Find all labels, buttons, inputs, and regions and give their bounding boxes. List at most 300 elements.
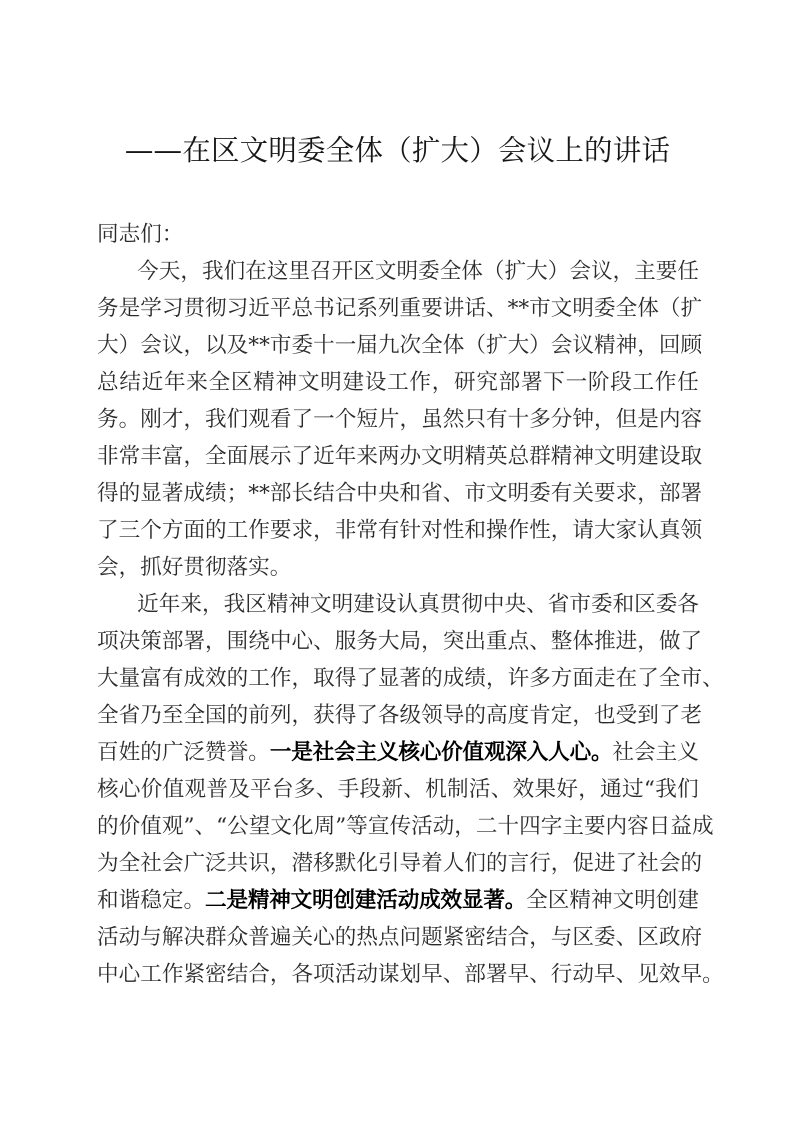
- glyph: 大: [97, 666, 119, 691]
- glyph: 入: [526, 740, 549, 765]
- glyph: 结: [485, 925, 508, 950]
- glyph: 大: [377, 629, 400, 654]
- glyph: 有: [485, 407, 508, 432]
- glyph: ，: [431, 370, 454, 395]
- glyph: 内: [658, 407, 681, 432]
- glyph: 三: [118, 518, 141, 543]
- glyph: 到: [637, 703, 659, 728]
- glyph: 要: [655, 259, 678, 284]
- glyph: 绩: [464, 666, 486, 691]
- glyph: 观: [248, 407, 270, 432]
- line-text: 同志们：: [97, 222, 184, 247]
- glyph: ，: [550, 518, 573, 543]
- glyph: 中: [269, 629, 292, 654]
- glyph: 非: [334, 518, 357, 543]
- glyph: 成: [442, 666, 465, 691]
- glyph: 群: [205, 925, 227, 950]
- glyph: ，: [421, 629, 443, 654]
- glyph: 话: [464, 296, 486, 321]
- glyph: 价: [118, 814, 141, 839]
- glyph: ，: [612, 259, 635, 284]
- glyph: 大: [507, 333, 530, 358]
- glyph: 一: [565, 370, 588, 395]
- glyph: 社: [140, 851, 162, 876]
- glyph: 明: [572, 296, 594, 321]
- glyph: ，: [183, 407, 206, 432]
- glyph: 核: [398, 740, 420, 765]
- glyph: 委: [594, 925, 616, 950]
- glyph: 谋: [377, 962, 400, 987]
- glyph: 划: [399, 962, 422, 987]
- glyph: 常: [356, 518, 378, 543]
- glyph: 求: [291, 518, 314, 543]
- glyph: 建: [342, 370, 365, 395]
- glyph: 针: [399, 518, 422, 543]
- glyph: 主: [655, 740, 678, 765]
- glyph: 们: [223, 259, 246, 284]
- glyph: 老: [680, 703, 703, 728]
- glyph: 真: [418, 592, 440, 617]
- glyph: 成: [183, 666, 206, 691]
- glyph: 文: [270, 814, 292, 839]
- glyph: 列: [269, 703, 292, 728]
- glyph: 默: [334, 851, 357, 876]
- glyph: 泛: [205, 851, 227, 876]
- glyph: 有: [550, 481, 573, 506]
- glyph: 定: [550, 703, 573, 728]
- glyph: 突: [442, 629, 465, 654]
- glyph: 示: [269, 444, 292, 469]
- glyph: 誉: [226, 740, 249, 765]
- glyph: 神: [590, 888, 613, 913]
- glyph: ，: [572, 703, 595, 728]
- glyph: 任: [677, 259, 699, 284]
- glyph: 稳: [140, 888, 162, 913]
- glyph: 九: [377, 333, 400, 358]
- glyph: 的: [680, 851, 703, 876]
- glyph: 各: [677, 592, 699, 617]
- page-title: ——在区文明委全体（扩大）会议上的讲话: [124, 134, 671, 167]
- glyph: 显: [140, 481, 162, 506]
- glyph: 深: [505, 740, 527, 765]
- glyph: 文: [550, 296, 573, 321]
- glyph: ，: [313, 518, 335, 543]
- glyph: 长: [291, 481, 314, 506]
- glyph: 段: [359, 777, 382, 802]
- glyph: 义: [376, 740, 399, 765]
- glyph: 多: [529, 666, 551, 691]
- glyph: 作: [248, 518, 270, 543]
- glyph: 署: [485, 962, 508, 987]
- glyph: 省: [118, 703, 141, 728]
- glyph: 书: [313, 296, 335, 321]
- glyph: 新: [381, 777, 403, 802]
- glyph: 市: [569, 592, 591, 617]
- glyph: 部: [498, 370, 521, 395]
- glyph: 结: [226, 962, 249, 987]
- glyph: 了: [637, 666, 659, 691]
- glyph: ，: [578, 777, 600, 802]
- glyph: 成: [183, 481, 206, 506]
- glyph: 作: [654, 370, 677, 395]
- glyph: 定: [161, 888, 184, 913]
- glyph: 届: [356, 333, 378, 358]
- glyph: 建: [637, 444, 659, 469]
- glyph: “: [643, 777, 655, 802]
- glyph: 合: [248, 962, 270, 987]
- glyph: 文: [594, 444, 616, 469]
- glyph: 、: [315, 777, 338, 802]
- paragraph-indent: [97, 253, 137, 290]
- glyph: 心: [291, 629, 314, 654]
- glyph: 决: [183, 925, 206, 950]
- text-line: [97, 475, 703, 512]
- text-line: [97, 623, 703, 660]
- glyph: 潜: [291, 851, 314, 876]
- glyph: 局: [399, 629, 422, 654]
- glyph: 议: [572, 333, 594, 358]
- glyph: 动: [432, 814, 455, 839]
- glyph: 会: [334, 740, 356, 765]
- glyph: ，: [529, 925, 551, 950]
- glyph: 十: [497, 814, 520, 839]
- glyph: 天: [158, 259, 181, 284]
- glyph: 围: [226, 629, 249, 654]
- glyph: 明: [312, 888, 334, 913]
- glyph: 委: [418, 259, 440, 284]
- glyph: ”: [183, 814, 195, 839]
- glyph: 中: [97, 962, 119, 987]
- glyph: 关: [572, 481, 594, 506]
- glyph: 年: [334, 444, 357, 469]
- glyph: 的: [140, 740, 162, 765]
- glyph: 为: [97, 851, 119, 876]
- glyph: 的: [118, 481, 141, 506]
- glyph: 我: [655, 777, 677, 802]
- glyph: 委: [291, 333, 314, 358]
- glyph: 周: [313, 814, 336, 839]
- glyph: 任: [677, 370, 699, 395]
- glyph: 明: [396, 259, 419, 284]
- glyph: 各: [377, 703, 400, 728]
- glyph: 部: [161, 629, 184, 654]
- glyph: 绕: [248, 629, 270, 654]
- glyph: 会: [633, 740, 656, 765]
- glyph: 多: [529, 407, 551, 432]
- glyph: 务: [97, 296, 119, 321]
- glyph: 总: [97, 370, 119, 395]
- glyph: 、: [702, 666, 724, 691]
- glyph: 着: [421, 851, 443, 876]
- glyph: （: [464, 333, 486, 358]
- glyph: 过: [622, 777, 644, 802]
- glyph: 彻: [461, 592, 483, 617]
- glyph: 工: [140, 962, 162, 987]
- glyph: 心: [118, 777, 141, 802]
- glyph: 求: [615, 481, 638, 506]
- glyph: 会: [658, 851, 681, 876]
- glyph: 心: [313, 925, 335, 950]
- glyph: 效: [205, 666, 227, 691]
- glyph: 移: [313, 851, 335, 876]
- glyph: 短: [356, 407, 378, 432]
- glyph: *: [248, 333, 260, 358]
- glyph: 里: [288, 259, 311, 284]
- glyph: 两: [377, 444, 400, 469]
- glyph: 值: [162, 777, 185, 802]
- glyph: 央: [377, 481, 400, 506]
- glyph: *: [248, 481, 260, 506]
- glyph: 多: [293, 777, 316, 802]
- glyph: 明: [634, 888, 656, 913]
- glyph: 务: [97, 407, 119, 432]
- glyph: ，: [291, 703, 314, 728]
- glyph: 个: [334, 407, 357, 432]
- glyph: 全: [439, 259, 462, 284]
- glyph: 英: [485, 444, 508, 469]
- glyph: 的: [464, 703, 486, 728]
- text-line: [97, 438, 703, 475]
- glyph: 、: [615, 925, 638, 950]
- glyph: 级: [399, 703, 422, 728]
- glyph: ，: [637, 481, 659, 506]
- glyph: 赞: [205, 740, 227, 765]
- glyph: 问: [399, 925, 422, 950]
- glyph: 体: [572, 629, 595, 654]
- glyph: 值: [462, 740, 484, 765]
- glyph: 行: [529, 851, 551, 876]
- glyph: ，: [550, 851, 573, 876]
- glyph: 手: [337, 777, 360, 802]
- glyph: 早: [507, 962, 530, 987]
- glyph: 操: [485, 518, 508, 543]
- glyph: 早: [594, 962, 616, 987]
- glyph: 方: [550, 666, 573, 691]
- glyph: 家: [615, 518, 638, 543]
- glyph: 会: [161, 851, 184, 876]
- glyph: 要: [594, 481, 616, 506]
- glyph: 平: [250, 777, 272, 802]
- glyph: 平: [269, 296, 292, 321]
- glyph: 值: [140, 814, 162, 839]
- glyph: 下: [543, 370, 565, 395]
- text-line: [97, 808, 714, 845]
- glyph: ，: [637, 333, 659, 358]
- glyph: 建: [353, 592, 375, 617]
- glyph: 领: [421, 703, 443, 728]
- glyph: 量: [118, 666, 141, 691]
- glyph: 也: [594, 703, 616, 728]
- glyph: 和: [97, 888, 119, 913]
- glyph: 全: [118, 851, 141, 876]
- glyph: 方: [161, 518, 184, 543]
- glyph: 早: [421, 962, 443, 987]
- glyph: 决: [118, 629, 141, 654]
- glyph: 众: [226, 925, 249, 950]
- glyph: 社: [612, 740, 634, 765]
- glyph: 活: [376, 888, 398, 913]
- glyph: 及: [226, 333, 249, 358]
- glyph: 成: [419, 888, 441, 913]
- glyph: 中: [356, 481, 378, 506]
- glyph: 来: [186, 370, 208, 395]
- glyph: 受: [615, 703, 638, 728]
- glyph: 区: [634, 592, 656, 617]
- glyph: 性: [442, 518, 465, 543]
- glyph: 全: [183, 703, 206, 728]
- glyph: 十: [313, 333, 335, 358]
- glyph: 著: [161, 481, 184, 506]
- glyph: ，: [454, 814, 476, 839]
- glyph: 扩: [485, 333, 508, 358]
- glyph: 精: [464, 444, 486, 469]
- glyph: 显: [377, 666, 400, 691]
- glyph: *: [507, 296, 519, 321]
- glyph: 全: [658, 666, 681, 691]
- glyph: 取: [313, 666, 335, 691]
- glyph: 人: [442, 851, 465, 876]
- glyph: 讲: [442, 296, 465, 321]
- glyph: 文: [297, 370, 320, 395]
- glyph: “: [216, 814, 228, 839]
- glyph: 全: [421, 333, 443, 358]
- glyph: 。: [590, 740, 613, 765]
- glyph: 认: [396, 592, 419, 617]
- glyph: 会: [550, 333, 573, 358]
- glyph: 文: [421, 444, 443, 469]
- glyph: 分: [550, 407, 573, 432]
- glyph: 许: [507, 666, 530, 691]
- glyph: 、: [526, 592, 548, 617]
- glyph: 区: [637, 925, 659, 950]
- glyph: 虽: [421, 407, 443, 432]
- glyph: 义: [677, 740, 699, 765]
- glyph: 省: [547, 592, 570, 617]
- glyph: 工: [248, 666, 270, 691]
- glyph: 精: [247, 888, 270, 913]
- glyph: 性: [529, 518, 551, 543]
- glyph: 市: [680, 666, 703, 691]
- glyph: 的: [334, 925, 357, 950]
- text-line: [97, 771, 699, 808]
- glyph: ，: [201, 592, 224, 617]
- glyph: 要: [583, 814, 606, 839]
- glyph: 精: [550, 444, 573, 469]
- glyph: 作: [269, 666, 292, 691]
- glyph: 面: [183, 518, 206, 543]
- glyph: 合: [334, 481, 357, 506]
- glyph: 要: [421, 296, 443, 321]
- glyph: 观: [483, 740, 506, 765]
- glyph: 们: [677, 777, 699, 802]
- text-line: [97, 216, 699, 253]
- glyph: 点: [377, 925, 400, 950]
- glyph: 召: [310, 259, 332, 284]
- glyph: 系: [356, 296, 378, 321]
- glyph: 区: [230, 370, 253, 395]
- glyph: 彻: [205, 296, 227, 321]
- glyph: 设: [658, 444, 681, 469]
- glyph: 取: [680, 444, 703, 469]
- glyph: 容: [627, 814, 649, 839]
- glyph: 效: [440, 888, 462, 913]
- glyph: 扩: [504, 259, 527, 284]
- glyph: 普: [248, 925, 270, 950]
- glyph: 近: [141, 370, 164, 395]
- glyph: ”: [335, 814, 347, 839]
- glyph: 著: [399, 666, 422, 691]
- glyph: 结: [313, 481, 335, 506]
- glyph: 区: [572, 925, 595, 950]
- glyph: 密: [464, 925, 486, 950]
- glyph: ，: [183, 444, 206, 469]
- glyph: *: [259, 333, 270, 358]
- glyph: 全: [205, 444, 227, 469]
- glyph: 体: [461, 259, 483, 284]
- glyph: （: [658, 296, 681, 321]
- glyph: 通: [600, 777, 622, 802]
- glyph: 群: [529, 444, 551, 469]
- glyph: 了: [291, 407, 314, 432]
- glyph: 。: [248, 740, 270, 765]
- glyph: 解: [161, 925, 184, 950]
- glyph: 署: [680, 481, 703, 506]
- glyph: 的: [226, 703, 249, 728]
- glyph: （: [482, 259, 505, 284]
- glyph: 策: [140, 629, 162, 654]
- glyph: 整: [550, 629, 573, 654]
- glyph: 心: [419, 740, 442, 765]
- glyph: 导: [442, 703, 465, 728]
- text-line: [97, 401, 703, 438]
- glyph: 主: [355, 740, 377, 765]
- glyph: 只: [464, 407, 486, 432]
- glyph: 片: [377, 407, 400, 432]
- glyph: 了: [356, 666, 378, 691]
- glyph: 。: [504, 888, 527, 913]
- glyph: 习: [161, 296, 184, 321]
- glyph: 推: [594, 629, 616, 654]
- glyph: 前: [248, 703, 270, 728]
- glyph: 我: [201, 259, 224, 284]
- glyph: 顾: [680, 333, 703, 358]
- glyph: 委: [529, 481, 551, 506]
- text-line: [97, 919, 703, 956]
- glyph: 活: [411, 814, 433, 839]
- glyph: 动: [118, 925, 141, 950]
- text-line: [97, 845, 703, 882]
- text-line: [97, 660, 724, 697]
- glyph: 了: [356, 703, 378, 728]
- glyph: 办: [399, 444, 422, 469]
- glyph: 识: [248, 851, 270, 876]
- glyph: 动: [572, 962, 595, 987]
- glyph: 了: [291, 444, 314, 469]
- glyph: 精: [266, 592, 289, 617]
- document-body: [97, 216, 724, 993]
- glyph: 得: [334, 666, 357, 691]
- glyph: 引: [377, 851, 400, 876]
- glyph: 作: [507, 518, 530, 543]
- glyph: *: [518, 296, 530, 321]
- glyph: 是: [637, 407, 659, 432]
- glyph: 署: [520, 370, 543, 395]
- glyph: 政: [658, 925, 681, 950]
- glyph: ，: [637, 629, 659, 654]
- glyph: 进: [594, 851, 616, 876]
- glyph: 百: [97, 740, 119, 765]
- glyph: 明: [507, 481, 530, 506]
